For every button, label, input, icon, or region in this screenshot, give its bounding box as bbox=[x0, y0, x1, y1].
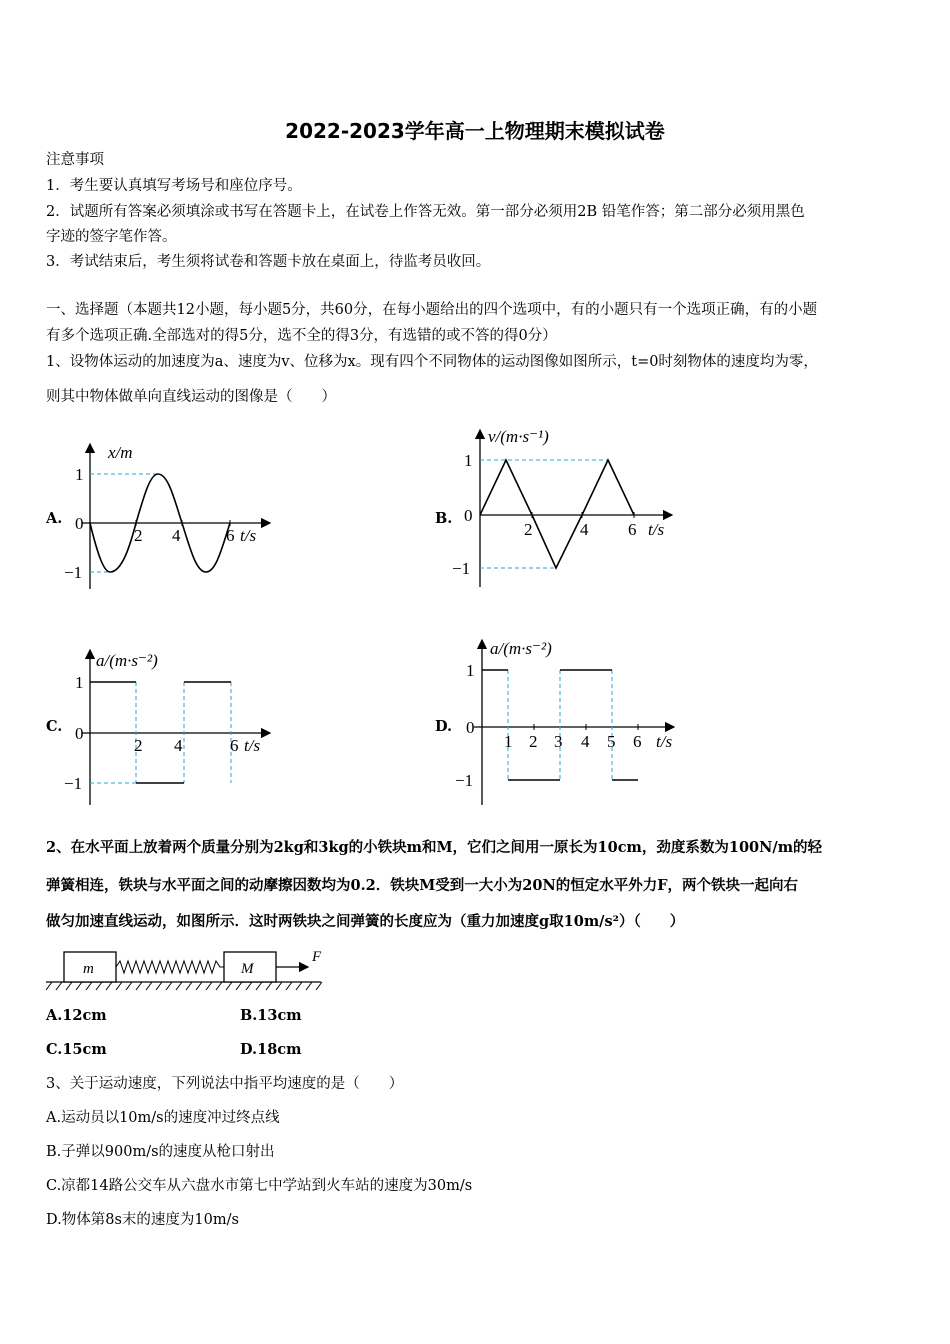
notice-heading: 注意事项 bbox=[46, 152, 104, 168]
graph-b bbox=[450, 422, 680, 592]
graph-b-xtick-4: 4 bbox=[580, 520, 589, 539]
graph-c-ytick-1: 1 bbox=[75, 673, 84, 692]
notice-line-3: 字迹的签字笔作答。 bbox=[46, 229, 177, 245]
q2-figure-m-label: m bbox=[83, 961, 94, 977]
graph-a-ytick-0: 0 bbox=[75, 514, 84, 533]
q1-option-b-label: B. bbox=[435, 510, 453, 527]
graph-a-ylabel: x/m bbox=[108, 443, 133, 462]
graph-c-xtick-6: 6 bbox=[230, 736, 239, 755]
graph-a-xtick-4: 4 bbox=[172, 526, 181, 545]
graph-d-ytick-0: 0 bbox=[466, 718, 475, 737]
q1-option-d-label: D. bbox=[435, 718, 453, 735]
q3-option-d: D.物体第8s末的速度为10m/s bbox=[46, 1212, 239, 1228]
graph-d-xtick-6: 6 bbox=[633, 732, 642, 751]
graph-d-xtick-1: 1 bbox=[504, 732, 513, 751]
q2-option-a: A.12cm bbox=[46, 1007, 107, 1024]
q2-option-d: D.18cm bbox=[240, 1041, 302, 1058]
graph-a-ytick-1: 1 bbox=[75, 465, 84, 484]
section1-line-1: 一、选择题（本题共12小题，每小题5分，共60分，在每小题给出的四个选项中，有的小题只有一个选项正确，有的小题 bbox=[46, 302, 818, 318]
q2-figure-M-label: M bbox=[241, 961, 254, 977]
notice-line-2: 2．试题所有答案必须填涂或书写在答题卡上，在试卷上作答无效。第一部分必须用2B 铅笔作答；第二部分必须用黑色 bbox=[46, 204, 805, 220]
graph-b-xtick-2: 2 bbox=[524, 520, 533, 539]
graph-c bbox=[58, 640, 278, 810]
page-title: 2022-2023学年高一上物理期末模拟试卷 bbox=[285, 119, 665, 143]
graph-c-ytick-neg1: −1 bbox=[64, 774, 83, 793]
graph-d-xtick-2: 2 bbox=[529, 732, 538, 751]
graph-a-ytick-neg1: −1 bbox=[64, 563, 83, 582]
q3-option-c: C.凉都14路公交车从六盘水市第七中学站到火车站的速度为30m/s bbox=[46, 1178, 473, 1194]
graph-d-ylabel: a/(m·s⁻²) bbox=[490, 639, 552, 658]
graph-a-xtick-2: 2 bbox=[134, 526, 143, 545]
q1-option-a-label: A. bbox=[46, 510, 63, 527]
graph-b-xlabel: t/s bbox=[648, 520, 665, 539]
graph-b-ylabel: v/(m·s⁻¹) bbox=[488, 427, 549, 446]
graph-c-xlabel: t/s bbox=[244, 736, 261, 755]
graph-b-ytick-1: 1 bbox=[464, 451, 473, 470]
graph-c-ytick-0: 0 bbox=[75, 724, 84, 743]
graph-d-xtick-4: 4 bbox=[581, 732, 590, 751]
graph-b-ytick-neg1: −1 bbox=[452, 559, 471, 578]
q3-stem: 3、关于运动速度，下列说法中指平均速度的是（ ） bbox=[46, 1076, 404, 1092]
notice-line-1: 1．考生要认真填写考场号和座位序号。 bbox=[46, 178, 302, 194]
q1-stem-line-1: 1、设物体运动的加速度为a、速度为v、位移为x。现有四个不同物体的运动图像如图所示，t=0时刻物体的速度均为零， bbox=[46, 354, 818, 370]
q2-stem-line-1: 2、在水平面上放着两个质量分别为2kg和3kg的小铁块m和M，它们之间用一原长为10cm，劲度系数为100N/m的轻 bbox=[46, 839, 823, 856]
q2-stem-line-3: 做匀加速直线运动，如图所示．这时两铁块之间弹簧的长度应为（重力加速度g取10m/s²）（ ） bbox=[46, 913, 685, 930]
graph-d-ytick-neg1: −1 bbox=[455, 771, 474, 790]
graph-c-xtick-4: 4 bbox=[174, 736, 183, 755]
graph-d-xtick-5: 5 bbox=[607, 732, 616, 751]
q2-stem-line-2: 弹簧相连，铁块与水平面之间的动摩擦因数均为0.2．铁块M受到一大小为20N的恒定水平外力F，两个铁块一起向右 bbox=[46, 877, 798, 894]
graph-b-xtick-6: 6 bbox=[628, 520, 637, 539]
graph-a-xlabel: t/s bbox=[240, 526, 257, 545]
graph-b-ytick-0: 0 bbox=[464, 506, 473, 525]
q2-option-b: B.13cm bbox=[240, 1007, 302, 1024]
graph-c-xtick-2: 2 bbox=[134, 736, 143, 755]
graph-d-xtick-3: 3 bbox=[554, 732, 563, 751]
graph-d bbox=[450, 630, 685, 810]
q3-option-a: A.运动员以10m/s的速度冲过终点线 bbox=[46, 1110, 280, 1126]
notice-line-4: 3．考试结束后，考生须将试卷和答题卡放在桌面上，待监考员收回。 bbox=[46, 254, 491, 270]
q1-stem-line-2: 则其中物体做单向直线运动的图像是（ ） bbox=[46, 389, 336, 405]
q2-option-c: C.15cm bbox=[46, 1041, 107, 1058]
q1-option-c-label: C. bbox=[46, 718, 63, 735]
graph-a-xtick-6: 6 bbox=[226, 526, 235, 545]
section1-line-2: 有多个选项正确.全部选对的得5分，选不全的得3分，有选错的或不答的得0分） bbox=[46, 328, 557, 344]
graph-a bbox=[58, 436, 278, 596]
graph-d-xlabel: t/s bbox=[656, 732, 673, 751]
graph-c-ylabel: a/(m·s⁻²) bbox=[96, 651, 158, 670]
q2-figure bbox=[46, 944, 331, 992]
q2-figure-F-label: F bbox=[312, 949, 322, 965]
q3-option-b: B.子弹以900m/s的速度从枪口射出 bbox=[46, 1144, 275, 1160]
graph-d-ytick-1: 1 bbox=[466, 661, 475, 680]
